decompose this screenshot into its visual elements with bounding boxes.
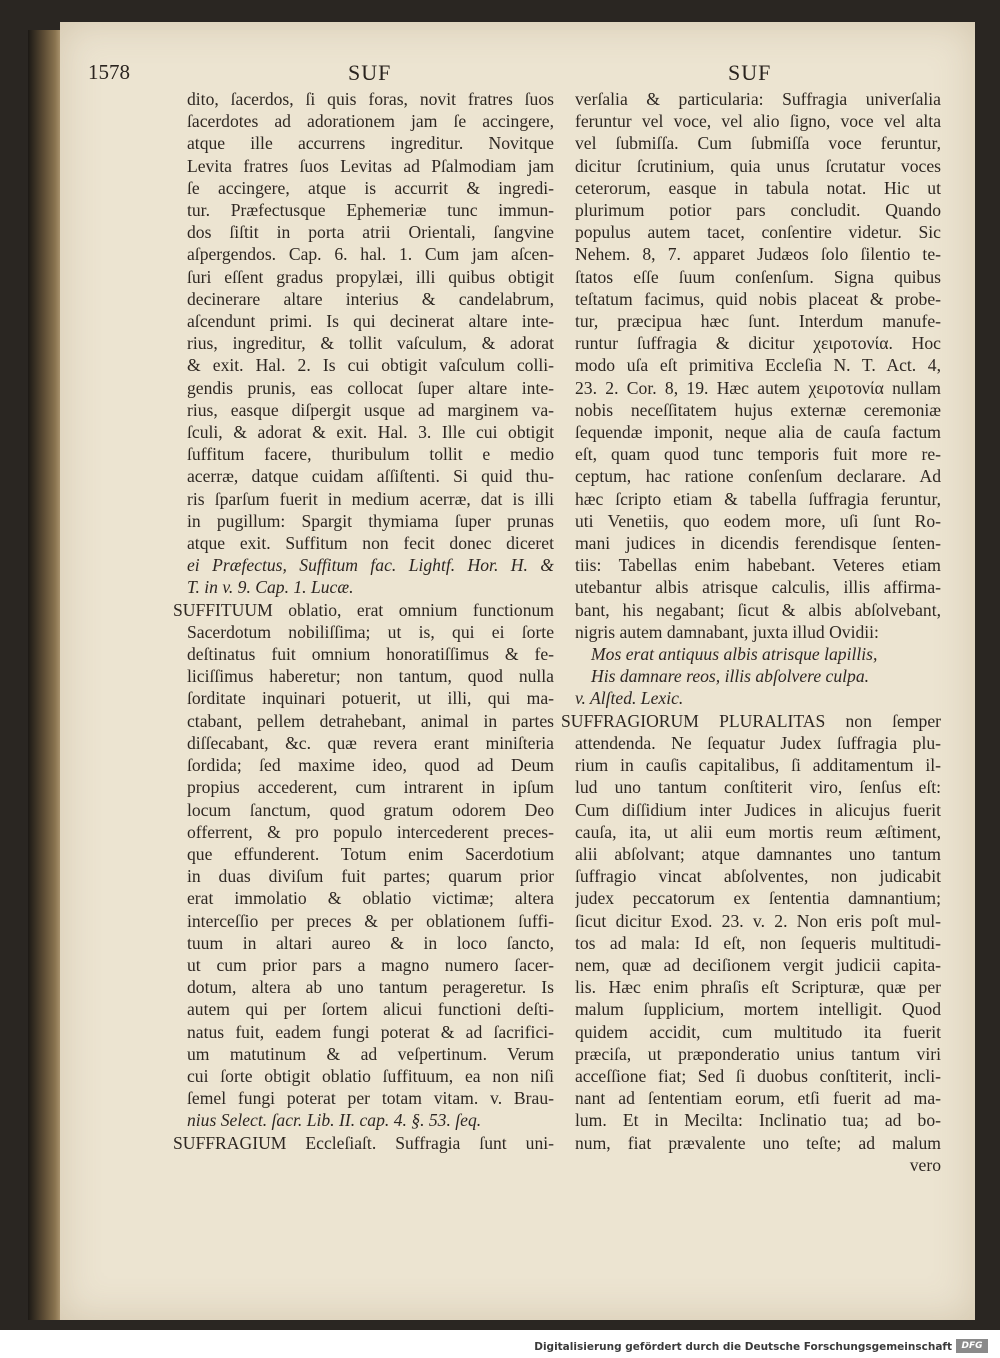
text-line: feruntur vel voce, vel alio ſigno, voce vel alta [575, 111, 941, 132]
text-line: autem qui per ſortem alicui functioni deſti- [187, 999, 554, 1020]
text-line: tiis: Tabellas enim habebant. Veteres etiam [575, 555, 941, 576]
page-number: 1578 [88, 60, 130, 84]
text-line: ſuffragio vincat abſolventes, non judicabit [575, 866, 941, 887]
text-line: verſalia & particularia: Suffragia univerſalia [575, 89, 941, 109]
text-line: ſuri eſſent gradus propylæi, illi quibus obtigit [187, 266, 554, 287]
text-line: v. Alſted. Lexic. [575, 688, 684, 709]
text-line: liciſſimus haberetur; non tantum, quod nulla [187, 666, 554, 687]
text-line: ſemel fungi poterat per totam vitam. v. Brau- [187, 1088, 554, 1109]
text-line: nant ad ſententiam eorum, etſi fuerit ad ma- [575, 1088, 941, 1109]
text-line: ſe accingere, atque is accurrit & ingredi- [187, 177, 554, 198]
text-line: ſordida; ſed maxime ideo, quod ad Deum [187, 755, 554, 776]
text-line: decinerare altare interius & candelabrum, [187, 288, 554, 309]
text-line: 23. 2. Cor. 8, 19. Hæc autem χειροτονία nullam [575, 377, 941, 398]
text-line: teſtatum facimus, quid nobis placeat & probe- [575, 288, 941, 309]
text-line: que effunderent. Totum enim Sacerdotium [187, 843, 554, 864]
digitization-notice: Digitalisierung gefördert durch die Deutsche Forschungsgemeinschaft [534, 1341, 952, 1353]
text-line: locum ſanctum, quod gratum odorem Deo [187, 799, 554, 820]
text-line: nigris autem damnabant, juxta illud Ovidii: [575, 621, 879, 642]
text-line: in duas diviſum fuit partes; quarum prior [187, 866, 554, 887]
text-line: diſſecabant, &c. quæ revera erant miniſteria [187, 732, 554, 753]
text-line: ſacerdotes ad adorationem jam ſe accingere, [187, 111, 554, 132]
text-line: ceterorum, easque in tabula notat. Hic ut [575, 177, 941, 198]
text-line: hæc ſcripto etiam & tabella ſuffragia feruntur, [575, 488, 941, 509]
text-line: tur. Præfectusque Ephemeriæ tunc immun- [187, 200, 554, 221]
text-line: T. in v. 9. Cap. 1. Lucæ. [187, 577, 354, 598]
text-line: vel ſubmiſſa. Cum ſubmiſſa voce feruntur, [575, 133, 941, 154]
text-line: uti Venetiis, quo eodem more, uſi ſunt Ro- [575, 510, 941, 531]
text-line: malum ſupplicium, mortem intelligit. Quod [575, 999, 941, 1020]
verse-line: Mos erat antiquus albis atrisque lapillis, [591, 644, 878, 665]
text-line: dotum, altera ab uno tantum perageretur. Is [187, 977, 554, 998]
text-line: lum. Et in Mecilta: Inclinatio tua; ad bo- [575, 1110, 941, 1131]
left-column [173, 88, 554, 1154]
text-line: utebantur albis atrisque calculis, illis affirma- [575, 577, 941, 598]
text-line: lis. Hæc enim phraſis eſt Scripturæ, quæ per [575, 977, 941, 998]
text-line: cui ſorte obtigit oblatio ſuffituum, ea non niſi [187, 1065, 554, 1086]
text-line: ſtatos eſſe ſuum conſenſum. Signa quibus [575, 266, 941, 287]
text-line: in pugillum: Spargit thymiama ſuper prunas [187, 510, 554, 531]
running-head-right: SUF [728, 60, 772, 85]
text-line: offerrent, & pro populo intercederent preces- [187, 821, 554, 842]
text-line: atque exit. Suffitum non fecit donec diceret [187, 533, 554, 554]
text-line: ris ſparſum fuerit in medium acerræ, dat is illi [187, 488, 554, 509]
running-head-left: SUF [348, 60, 392, 85]
text-line: tos ad mala: Id eſt, non ſequeris multitudi- [575, 932, 941, 953]
text-line: num, fiat prævalente uno teſte; ad malum [575, 1132, 941, 1153]
digitization-footer [0, 1330, 1000, 1358]
text-line: bant, his negabant; ſicut & albis abſolvebant, [575, 599, 941, 620]
text-line: plurimum potior pars concludit. Quando [575, 200, 941, 221]
text-line: judex peccatorum ex ſententia damnantium; [575, 888, 941, 909]
text-line: runtur ſuffragia & dicitur χειροτονία. Hoc [575, 333, 941, 354]
text-line: nius Select. ſacr. Lib. II. cap. 4. §. 53. ſeq. [187, 1110, 482, 1131]
text-line: nem, quæ ad deciſionem vergit judicii capita- [575, 954, 941, 975]
text-line: præciſa, ut præponderatio unius tantum viri [575, 1043, 941, 1064]
entry-heading-line: SUFFITUUM oblatio, erat omnium functionum [173, 599, 554, 620]
entry-heading-line: SUFFRAGIORUM PLURALITAS non ſemper [561, 710, 941, 731]
text-line: atque ille accurrens ingreditur. Novitque [187, 133, 554, 154]
text-line: ei Præfectus, Suffitum fac. Lightf. Hor. H. & [187, 555, 554, 576]
text-line: ſculi, & adorat & exit. Hal. 3. Ille cui obtigit [187, 422, 554, 443]
text-line: aſpergendos. Cap. 6. hal. 1. Cum jam aſcen- [187, 244, 554, 265]
text-line: nobis neceſſitatem hujus externæ ceremoniæ [575, 399, 941, 420]
verse-line: His damnare reos, illis abſolvere culpa. [591, 666, 870, 687]
text-line: ctabant, pellem detrahebant, animal in partes [187, 710, 554, 731]
text-line: eſt, quam quod tunc temporis fuit more re- [575, 444, 941, 465]
book-spine [28, 30, 62, 1320]
catchword: vero [909, 1154, 941, 1175]
text-line: alii abſolvant; atque damnantes uno tantum [575, 843, 941, 864]
text-line: um matutinum & ad veſpertinum. Verum [187, 1043, 554, 1064]
text-line: propius accederent, cum intrarent in ipſum [187, 777, 554, 798]
text-line: natus fuit, eadem fungi poterat & ad ſacrifici- [187, 1021, 554, 1042]
text-line: mani judices in dicendis ferendisque ſenten- [575, 533, 941, 554]
text-line: Cum diſſidium inter Judices in alicujus fuerit [575, 799, 941, 820]
text-line: Nehem. 8, 7. apparet Judæos ſolo ſilentio te- [575, 244, 941, 265]
text-line: cauſa, ita, ut alii eum mortis reum æſtiment, [575, 821, 941, 842]
text-line: ſequendæ imponit, neque alia de cauſa factum [575, 422, 941, 443]
text-line: gendis prunis, eas collocat ſuper altare inte- [187, 377, 554, 398]
text-line: acceſſione fiat; Sed ſi duobus conſtiterit, incli- [575, 1065, 941, 1086]
text-line: dicitur ſcrutinium, quia unus ſcrutatur voces [575, 155, 941, 176]
text-line: dito, ſacerdos, ſi quis foras, novit fratres ſuos [187, 89, 554, 109]
text-line: ſuffitum facere, thuribulum tollit e medio [187, 444, 554, 465]
text-line: ceptum, hac ratione conſenſum declarare. Ad [575, 466, 941, 487]
text-line: dos ſiſtit in porta atrii Orientali, ſangvine [187, 222, 554, 243]
text-line: ut cum prior pars a magno numero ſacer- [187, 954, 554, 975]
text-line: attendenda. Ne ſequatur Judex ſuffragia plu- [575, 732, 941, 753]
text-line: populus autem tacet, conſentire videtur. Sic [575, 222, 941, 243]
text-line: ſicut dicitur Exod. 23. v. 2. Non eris poſt mul- [575, 910, 941, 931]
page-header [0, 60, 1000, 90]
text-line: rius, ingreditur, & tollit vaſculum, & adorat [187, 333, 554, 354]
text-line: & exit. Hal. 2. Is cui obtigit vaſculum colli- [187, 355, 554, 376]
text-line: Levita fratres ſuos Levitas ad Pſalmodiam jam [187, 155, 554, 176]
entry-heading-line: SUFFRAGIUM Eccleſiaſt. Suffragia ſunt uni- [173, 1132, 554, 1153]
text-line: aſcendunt primi. Is qui decinerat altare inte- [187, 311, 554, 332]
text-line: rius, easque diſpergit usque ad marginem va- [187, 399, 554, 420]
text-line: tuum in altari aureo & in loco ſancto, [187, 932, 554, 953]
text-line: quidem accidit, cum multitudo ita fuerit [575, 1021, 941, 1042]
right-column [561, 88, 941, 1176]
dfg-logo-icon: DFG [956, 1339, 988, 1353]
text-line: acerræ, datque cuidam aſſiſtenti. Si quid thu- [187, 466, 554, 487]
text-line: lud uno tantum conſtiterit viro, ſenſus eſt: [575, 777, 941, 798]
text-line: modo uſa eſt primitiva Eccleſia N. T. Act. 4, [575, 355, 941, 376]
text-line: Sacerdotum nobiliſſima; ut is, qui ei ſorte [187, 621, 554, 642]
text-line: deſtinatus fuit omnium honoratiſſimus & fe- [187, 644, 554, 665]
text-line: tur, præcipua hæc ſunt. Interdum manufe- [575, 311, 941, 332]
text-line: ſorditate inquinari potuerit, ut illi, qui ma- [187, 688, 554, 709]
text-line: erat immolatio & oblatio victimæ; altera [187, 888, 554, 909]
text-line: rium in cauſis capitalibus, ſi additamentum il- [575, 755, 941, 776]
text-line: interceſſio per preces & per oblationem ſuffi- [187, 910, 554, 931]
